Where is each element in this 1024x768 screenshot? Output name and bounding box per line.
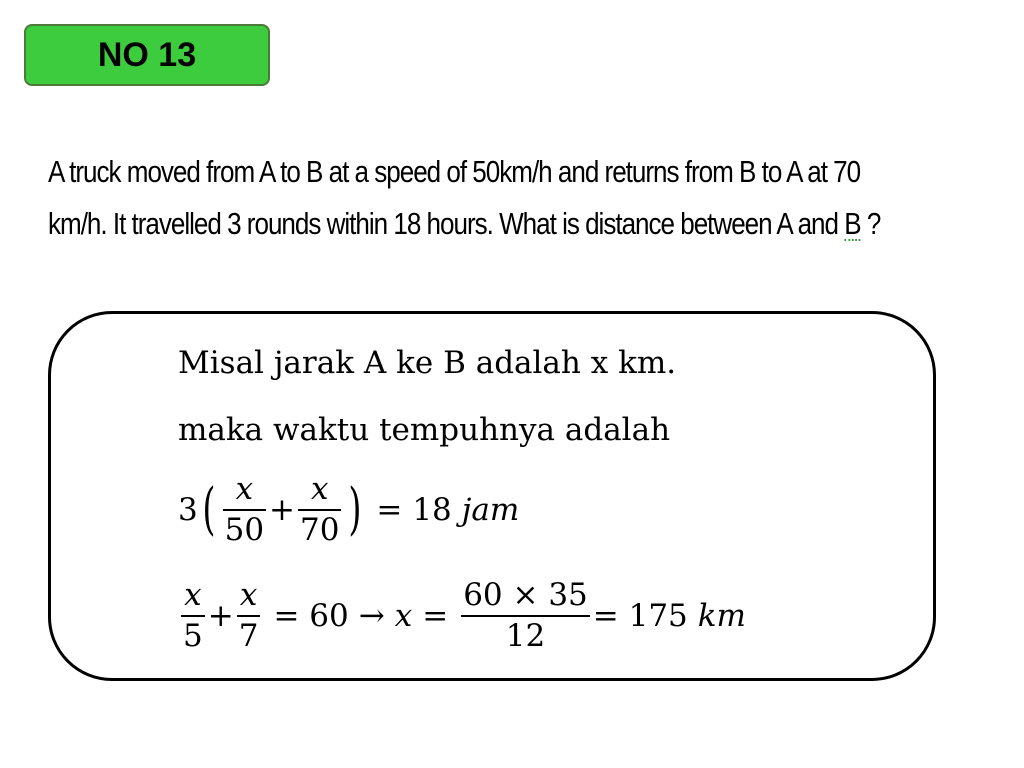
eq2-frac3-denominator: 12 <box>505 618 546 654</box>
question-line-2-text: km/h. It travelled 3 rounds within 18 hours. What is distance between A and <box>48 206 845 241</box>
eq2-unit: km <box>697 598 746 634</box>
spellcheck-underlined-word: B <box>844 206 861 241</box>
eq2-frac2-numerator: x <box>239 577 258 614</box>
eq1-fraction-2 <box>298 473 341 546</box>
eq1-equals: = <box>376 492 403 528</box>
eq2-variable: x <box>394 598 413 634</box>
eq2-frac1-denominator: 5 <box>183 618 203 654</box>
eq2-frac3-numerator: 60 × 35 <box>463 577 588 614</box>
eq2-frac2-denominator: 7 <box>238 618 259 654</box>
fraction-bar <box>223 509 266 511</box>
eq1-rhs-number: 18 <box>412 492 452 528</box>
question-number-badge: NO 13 <box>24 24 270 86</box>
solution-line-2: maka waktu tempuhnya adalah <box>178 412 671 448</box>
eq1-frac1-denominator: 50 <box>224 512 265 548</box>
solution-line-1: Misal jarak A ke B adalah x km. <box>178 345 677 381</box>
eq1-plus: + <box>269 492 296 528</box>
fraction-bar <box>298 509 341 511</box>
eq1-coefficient: 3 <box>178 492 198 528</box>
eq2-fraction-3 <box>461 579 590 652</box>
eq2-frac1-numerator: x <box>184 577 202 614</box>
left-paren: ( <box>202 477 216 542</box>
eq1-fraction-1 <box>223 473 266 546</box>
eq2-equals: = <box>422 598 449 634</box>
equation-2 <box>178 574 746 658</box>
equation-1 <box>178 470 519 550</box>
eq1-frac2-denominator: 70 <box>300 512 340 548</box>
fraction-bar <box>181 615 205 617</box>
eq2-fraction-1 <box>181 579 205 652</box>
question-line-2 <box>48 198 881 250</box>
eq1-frac1-numerator: x <box>235 471 254 508</box>
eq2-result: = 175 <box>592 598 688 634</box>
right-paren: ) <box>348 477 362 542</box>
eq2-plus: + <box>207 598 234 634</box>
question-text <box>48 146 881 250</box>
fraction-bar <box>237 615 261 617</box>
eq2-equals-60: = 60 <box>273 598 349 634</box>
eq1-rhs-unit: jam <box>461 492 520 528</box>
eq1-frac2-numerator: x <box>311 471 329 508</box>
question-line-1: A truck moved from A to B at a speed of 50km/h and returns from B to A at 70 <box>48 154 861 189</box>
fraction-bar <box>461 615 590 617</box>
arrow-icon: → <box>358 598 385 634</box>
question-mark: ? <box>860 206 881 241</box>
eq2-fraction-2 <box>237 579 261 652</box>
